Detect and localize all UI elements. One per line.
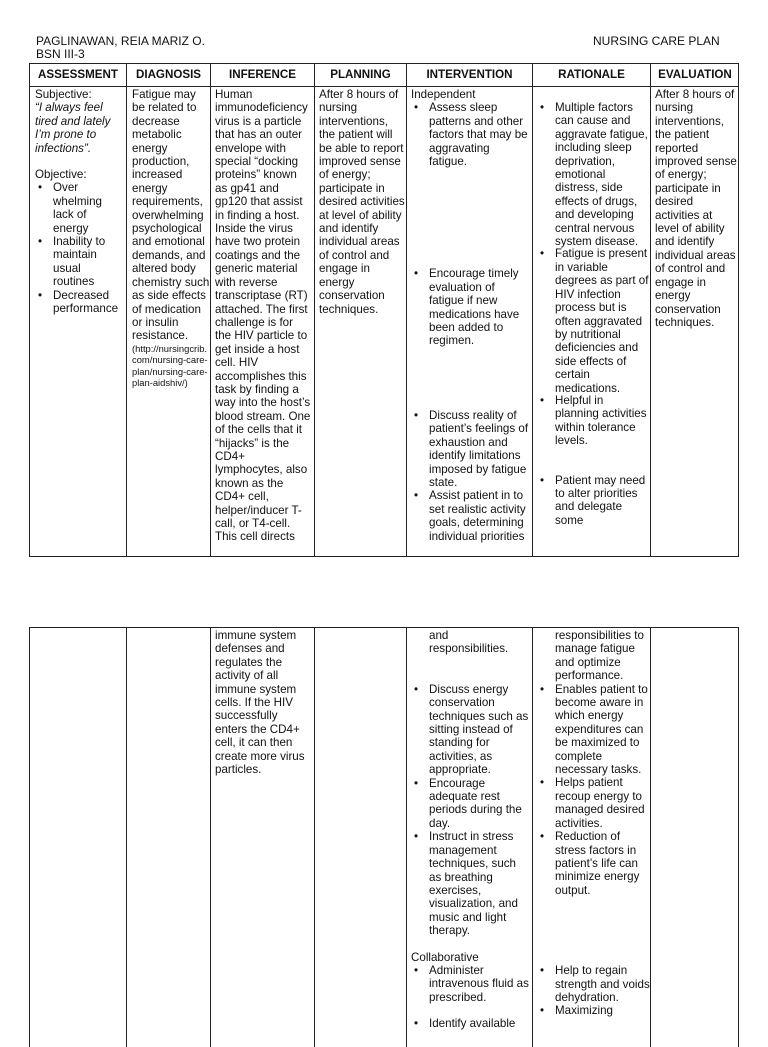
- list-item: • Reduction of stress factors in patient’s life can minimize energy output.: [537, 830, 650, 897]
- collaborative-rationale-list: [537, 964, 650, 1018]
- inference-text: immune system defenses and regulates the activity of all immune system cells. If the HIV successfully enters the CD4+ cell, it can then create more virus particles.: [215, 629, 305, 777]
- list-item: • Enables patient to become aware in which energy expenditures can be maximized to complete necessary tasks.: [537, 683, 650, 777]
- col-header-rationale: RATIONALE: [558, 68, 625, 82]
- intervention-continued-text: and responsibilities.: [429, 629, 509, 656]
- col-header-intervention: INTERVENTION: [426, 68, 513, 82]
- list-item: • Discuss reality of patient’s feelings of exhaustion and identify limitations imposed by fatigue state.: [411, 409, 530, 489]
- document-title: NURSING CARE PLAN: [593, 34, 720, 48]
- rationale-list: [537, 683, 650, 898]
- rationale-list: [537, 101, 650, 527]
- intervention-cell: [411, 88, 530, 543]
- col-header-evaluation: EVALUATION: [658, 68, 732, 82]
- subjective-quote: “I always feel tired and lately I’m prone to infections”.: [35, 101, 111, 155]
- intervention-cell-continued: [411, 629, 530, 1031]
- list-item: • Encourage adequate rest periods during the day.: [411, 777, 530, 831]
- student-name: PAGLINAWAN, REIA MARIZ O.: [36, 34, 205, 48]
- diagnosis-cell: [132, 88, 210, 388]
- objective-label: Objective:: [35, 168, 87, 182]
- list-item: • Fatigue is present in variable degrees as part of HIV infection process but is often aggravated by nutritional deficiencies and side effects of certain medications.: [537, 247, 650, 394]
- evaluation-cell: [655, 88, 737, 329]
- list-item: • Patient may need to alter priorities and delegate some: [537, 474, 650, 528]
- list-item: • Helpful in planning activities within tolerance levels.: [537, 394, 650, 448]
- list-item: • Assess sleep patterns and other factors that may be aggravating fatigue.: [411, 101, 530, 168]
- list-item: • Instruct in stress management techniques, such as breathing exercises, visualization, and music and light therapy.: [411, 830, 530, 937]
- objective-list: [35, 181, 123, 315]
- col-header-assessment: ASSESSMENT: [38, 68, 118, 82]
- subjective-label: Subjective:: [35, 88, 92, 101]
- list-item: • Multiple factors can cause and aggravate fatigue, including sleep deprivation, emotional distress, side effects of drugs, and developing central nervous system disease.: [537, 101, 650, 248]
- planning-text: After 8 hours of nursing interventions, the patient will be able to report improved sense of energy; participate in desired activities at level of ability and identify individual areas of control and engage in energy conservation techniques.: [319, 88, 405, 316]
- list-item: • Over whelming lack of energy: [35, 181, 123, 235]
- rationale-continued-text: responsibilities to manage fatigue and optimize performance.: [555, 629, 644, 683]
- list-item: • Discuss energy conservation techniques such as sitting instead of standing for activities, as appropriate.: [411, 683, 530, 777]
- list-item: • Maximizing: [537, 1004, 650, 1017]
- diagnosis-source: (http://nursingcrib.com/nursing-care-plan/nursing-care-plan-aidshiv/): [132, 342, 208, 388]
- intervention-list: [411, 101, 530, 543]
- list-item: • Decreased performance: [35, 289, 123, 316]
- rationale-cell-continued: [537, 629, 650, 1018]
- assessment-cell: [35, 88, 123, 316]
- list-item: • Assist patient in to set realistic activity goals, determining individual priorities: [411, 489, 530, 543]
- list-item: • Helps patient recoup energy to managed desired activities.: [537, 776, 650, 830]
- list-item: • Administer intravenous fluid as prescribed.: [411, 964, 530, 1004]
- col-header-diagnosis: DIAGNOSIS: [135, 68, 202, 82]
- col-header-inference: INFERENCE: [229, 68, 296, 82]
- care-plan-table-page2: [29, 627, 739, 1047]
- inference-text: Human immunodeficiency virus is a particle that has an outer envelope with special “docking proteins” known as gp41 and gp120 that assist in finding a host. Inside the virus have two protein coatings and the generic material with reverse transcriptase (RT) attached. The first challenge is for the HIV particle to get inside a host cell. HIV accomplishes this task by finding a way into the host’s blood stream. One of the cells that it “hijacks” is the CD4+ lymphocytes, also known as the CD4+ cell, helper/inducer T-call, or T4-cell. This cell directs: [215, 88, 311, 544]
- list-item: • Encourage timely evaluation of fatigue if new medications have been added to regimen.: [411, 267, 530, 347]
- list-item: • Inability to maintain usual routines: [35, 235, 123, 289]
- planning-cell: [319, 88, 405, 316]
- list-item: • Identify available: [411, 1017, 530, 1030]
- inference-cell-continued: [215, 629, 311, 776]
- collaborative-list: [411, 964, 530, 1031]
- evaluation-text: After 8 hours of nursing interventions, the patient reported improved sense of energy; participate in desired activities at level of ability and identify individual areas of control and engage in energy conservation techniques.: [655, 88, 737, 329]
- diagnosis-text: Fatigue may be related to decrease metabolic energy production, increased energy requirements, overwhelming psychological and emotional demands, and altered body chemistry such as side effects of medication or insulin resistance.: [132, 88, 210, 343]
- inference-cell: [215, 88, 311, 544]
- intervention-list: [411, 683, 530, 938]
- intervention-label: Independent: [411, 88, 476, 101]
- care-plan-table-page1: [29, 63, 739, 557]
- list-item: • Help to regain strength and voids dehydration.: [537, 964, 650, 1004]
- col-header-planning: PLANNING: [330, 68, 391, 82]
- rationale-cell: [537, 101, 650, 527]
- collaborative-label: Collaborative: [411, 950, 479, 964]
- student-section: BSN III-3: [36, 47, 85, 61]
